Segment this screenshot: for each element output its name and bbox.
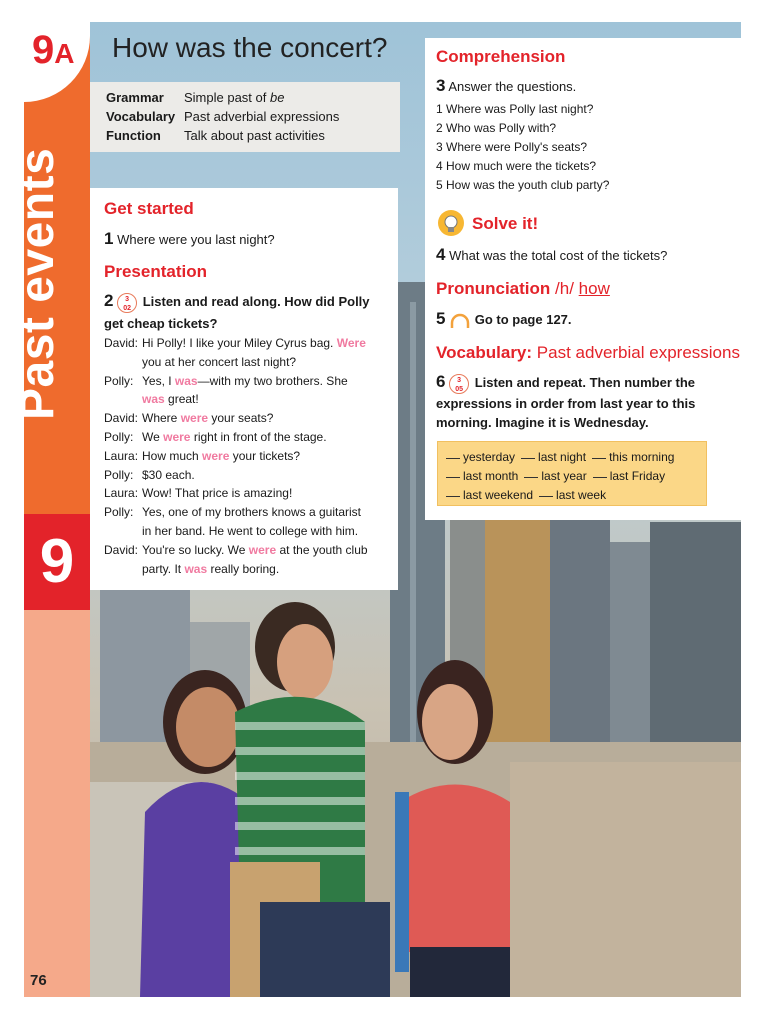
headphones-icon — [449, 313, 471, 329]
instruction-text: Go to page 127. — [474, 312, 572, 327]
dialogue-speaker — [104, 522, 142, 541]
meta-value-text: Simple past of be — [184, 90, 285, 105]
vocabulary-instruction — [436, 372, 695, 432]
instruction-line: Listen and read along. How did Polly — [142, 294, 370, 309]
dialogue-text: Yes, I was—with my two brothers. She — [142, 373, 348, 388]
dialogue-line — [104, 353, 394, 372]
vocab-expression: last night — [538, 450, 587, 464]
answer-blank[interactable] — [592, 458, 606, 459]
meta-key: Function — [106, 128, 161, 143]
comprehension-question: 3 Where were Polly's seats? — [436, 140, 588, 154]
instruction-line: expressions in order from last year to this — [436, 395, 696, 411]
vocabulary-expressions-box — [437, 441, 707, 506]
get-started-question — [104, 229, 275, 249]
answer-blank[interactable] — [446, 477, 460, 478]
vocab-expression: last month — [463, 469, 519, 483]
pronunciation-phoneme: /h/ — [555, 279, 574, 298]
meta-row-grammar — [106, 88, 400, 107]
dialogue-text: Yes, one of my brothers knows a guitarist — [142, 505, 361, 520]
highlighted-verb: was — [142, 392, 165, 407]
dialogue-text: you at her concert last night? — [142, 354, 297, 369]
dialogue-line — [104, 560, 394, 579]
vocab-item — [446, 486, 533, 505]
answer-blank[interactable] — [446, 496, 460, 497]
meta-row-function — [106, 126, 400, 145]
answer-blank[interactable] — [539, 496, 553, 497]
highlighted-verb: was — [174, 373, 198, 388]
dialogue-speaker: Polly: — [104, 467, 134, 482]
vocab-expression: last year — [541, 469, 587, 483]
highlighted-verb: were — [248, 542, 277, 557]
question-text: What was the total cost of the tickets? — [449, 248, 668, 263]
solve-it-question — [436, 245, 667, 265]
instruction-line: Listen and repeat. Then number the — [474, 375, 696, 390]
vocabulary-subtitle: Past adverbial expressions — [536, 343, 740, 362]
pronunciation-instruction — [436, 309, 572, 329]
dialogue-text: Where were your seats? — [142, 411, 274, 426]
meta-key: Grammar — [106, 90, 164, 105]
dialogue-speaker: David: — [104, 336, 139, 350]
exercise-number: 1 — [104, 229, 114, 248]
lesson-number: 9 — [32, 28, 55, 72]
solve-it-heading: Solve it! — [472, 214, 539, 233]
vocab-row — [446, 486, 706, 505]
dialogue-speaker: Polly: — [104, 505, 134, 520]
vocab-row — [446, 467, 706, 486]
lesson-letter: A — [54, 38, 75, 69]
audio-track-bottom: 02 — [123, 304, 131, 312]
highlighted-verb: were — [180, 411, 209, 426]
meta-value: Talk about past activities — [184, 128, 325, 143]
page-number: 76 — [30, 972, 47, 989]
lesson-code — [32, 28, 74, 73]
dialogue-text: We were right in front of the stage. — [142, 429, 327, 444]
pronunciation-heading — [436, 279, 610, 299]
presentation-instruction — [104, 290, 370, 334]
dialogue-line — [104, 390, 394, 409]
dialogue-text: Hi Polly! I like your Miley Cyrus bag. Were — [142, 336, 366, 350]
vocab-item — [524, 467, 586, 486]
dialogue-line — [104, 334, 394, 353]
comprehension-heading: Comprehension — [436, 47, 566, 66]
dialogue-speaker: Laura: — [104, 448, 139, 463]
exercise-number: 3 — [436, 76, 446, 95]
dialogue-text: was great! — [142, 392, 199, 407]
highlighted-verb: were — [163, 429, 191, 444]
exercise-number: 2 — [104, 291, 114, 310]
instruction-line: get cheap tickets? — [104, 315, 218, 331]
pronunciation-word: how — [578, 279, 610, 298]
presentation-heading: Presentation — [104, 262, 207, 281]
unit-number-box: 9 — [24, 514, 90, 610]
dialogue-speaker — [104, 560, 142, 579]
dialogue-line — [104, 522, 394, 541]
lesson-title: How was the concert? — [112, 32, 388, 63]
dialogue-speaker: Laura: — [104, 486, 139, 501]
vocabulary-title: Vocabulary: — [436, 343, 533, 362]
sidebar-lower-band — [24, 610, 90, 997]
sidebar-unit-title: Past events — [11, 147, 64, 420]
vocab-item — [446, 448, 515, 467]
dialogue-text: How much were your tickets? — [142, 448, 301, 463]
meta-row-vocabulary — [106, 107, 400, 126]
comprehension-questions — [436, 100, 609, 195]
exercise-number: 5 — [436, 309, 446, 328]
dialogue-line — [104, 428, 394, 447]
dialogue — [104, 334, 394, 578]
instruction-text: Answer the questions. — [448, 79, 577, 94]
pronunciation-title: Pronunciation — [436, 279, 551, 298]
instruction-line: morning. Imagine it is Wednesday. — [436, 414, 649, 430]
audio-track-top: 3 — [125, 295, 130, 303]
vocab-expression: this morning — [609, 450, 675, 464]
comprehension-question: 1 Where was Polly last night? — [436, 102, 594, 116]
grammar-focus-word: be — [270, 90, 285, 105]
vocab-row — [446, 448, 706, 467]
question-text: Where were you last night? — [117, 232, 275, 247]
answer-blank[interactable] — [521, 458, 535, 459]
vocab-expression: last week — [556, 488, 607, 502]
vocabulary-heading — [436, 343, 740, 363]
comprehension-question: 4 How much were the tickets? — [436, 159, 597, 173]
dialogue-text: You're so lucky. We were at the youth club — [142, 542, 368, 557]
vocab-item — [592, 448, 674, 467]
dialogue-line — [104, 372, 394, 391]
vocab-item — [446, 467, 518, 486]
lesson-objectives-box — [90, 82, 400, 152]
dialogue-speaker — [104, 353, 142, 372]
dialogue-text: Wow! That price is amazing! — [142, 486, 293, 501]
highlighted-verb: was — [184, 561, 208, 576]
vocab-expression: last Friday — [609, 469, 666, 483]
get-started-heading: Get started — [104, 199, 194, 218]
answer-blank[interactable] — [524, 477, 538, 478]
dialogue-speaker: David: — [104, 411, 139, 426]
dialogue-line — [104, 447, 394, 466]
vocab-item — [539, 486, 606, 505]
dialogue-line — [104, 409, 394, 428]
highlighted-verb: Were — [336, 336, 366, 350]
audio-track-icon[interactable] — [449, 374, 469, 394]
comprehension-instruction — [436, 76, 576, 96]
audio-track-top: 3 — [457, 376, 462, 384]
meta-key: Vocabulary — [106, 109, 176, 124]
audio-track-bottom: 05 — [455, 385, 463, 393]
dialogue-speaker: Polly: — [104, 429, 134, 444]
dialogue-text: party. It was really boring. — [142, 561, 280, 576]
dialogue-speaker: David: — [104, 542, 139, 557]
dialogue-line — [104, 484, 394, 503]
answer-blank[interactable] — [593, 477, 607, 478]
answer-blank[interactable] — [446, 458, 460, 459]
exercise-number: 6 — [436, 372, 446, 391]
dialogue-line — [104, 541, 394, 560]
vocab-expression: yesterday — [463, 450, 516, 464]
dialogue-line — [104, 466, 394, 485]
meta-value — [184, 88, 284, 107]
dialogue-speaker: Polly: — [104, 373, 134, 388]
dialogue-text: $30 each. — [142, 467, 195, 482]
comprehension-question: 5 How was the youth club party? — [436, 178, 610, 192]
exercise-number: 4 — [436, 245, 446, 264]
dialogue-text: in her band. He went to college with him. — [142, 523, 359, 538]
comprehension-question: 2 Who was Polly with? — [436, 121, 557, 135]
vocab-item — [521, 448, 586, 467]
audio-track-icon[interactable] — [117, 293, 137, 313]
vocab-expression: last weekend — [463, 488, 534, 502]
dialogue-line — [104, 503, 394, 522]
highlighted-verb: were — [202, 448, 230, 463]
dialogue-speaker — [104, 390, 142, 409]
vocab-item — [593, 467, 665, 486]
meta-value: Past adverbial expressions — [184, 109, 340, 124]
lightbulb-icon — [437, 210, 465, 238]
